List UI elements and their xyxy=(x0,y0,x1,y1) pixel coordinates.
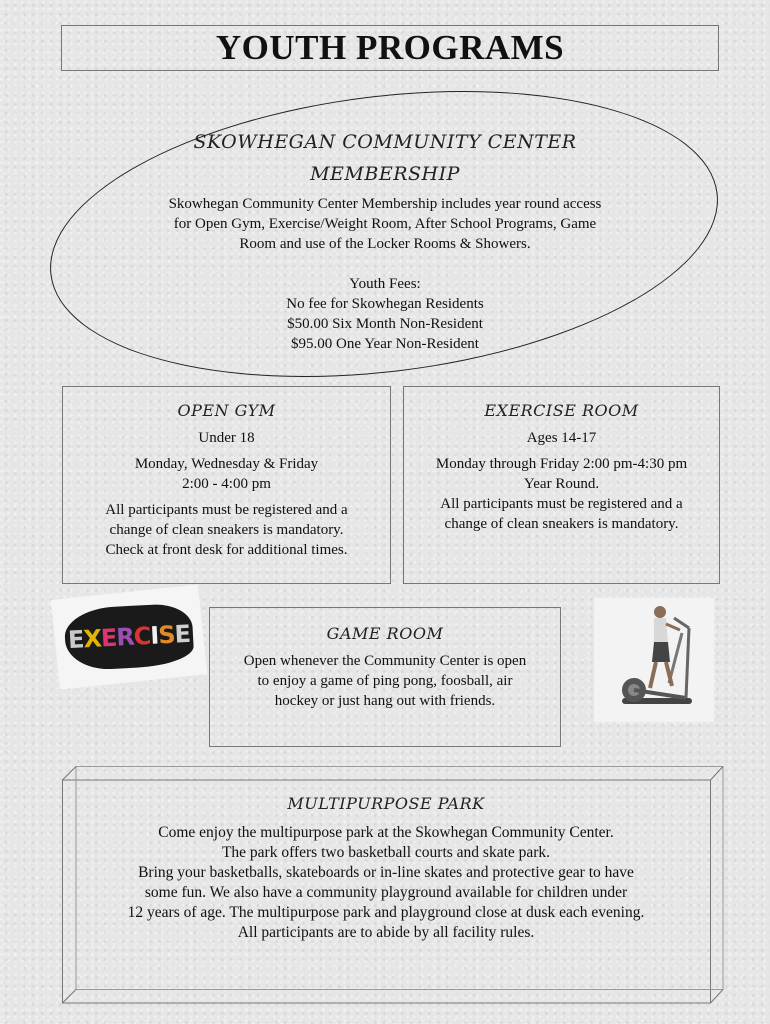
fee-line: $95.00 One Year Non-Resident xyxy=(291,336,479,352)
open-gym-days: Monday, Wednesday & Friday xyxy=(134,456,319,472)
exercise-letter: R xyxy=(115,622,135,652)
youth-fees-label: Youth Fees: xyxy=(349,276,421,292)
park-line: 12 years of age. The multipurpose park and playground close at dusk each evening. xyxy=(127,904,645,921)
fee-line: $50.00 Six Month Non-Resident xyxy=(287,316,483,332)
exercise-room-note: change of clean sneakers is mandatory. xyxy=(444,516,679,532)
membership-heading-line1: SKOWHEGAN COMMUNITY CENTER xyxy=(193,131,577,153)
title-box xyxy=(61,25,719,71)
park-line: The park offers two basketball courts and skate park. xyxy=(221,844,551,861)
page-title: YOUTH PROGRAMS xyxy=(215,28,565,67)
membership-heading-line2: MEMBERSHIP xyxy=(310,163,460,185)
exercise-graphic xyxy=(51,585,208,690)
exercise-graphic-text xyxy=(67,620,190,654)
open-gym-heading: OPEN GYM xyxy=(177,401,276,420)
open-gym-note: Check at front desk for additional times. xyxy=(105,542,348,558)
exercise-room-heading: EXERCISE ROOM xyxy=(484,401,639,420)
open-gym-note: change of clean sneakers is mandatory. xyxy=(109,522,344,538)
exercise-room-age: Ages 14-17 xyxy=(526,430,597,446)
exercise-letter: E xyxy=(100,623,118,653)
exercise-room-season: Year Round. xyxy=(523,476,600,492)
park-line: All participants are to abide by all facility rules. xyxy=(237,924,535,941)
elliptical-photo xyxy=(594,598,714,722)
open-gym-age: Under 18 xyxy=(198,430,255,446)
game-room-line: hockey or just hang out with friends. xyxy=(274,693,496,709)
membership-desc-line: for Open Gym, Exercise/Weight Room, After School Programs, Game xyxy=(173,216,597,232)
exercise-letter: I xyxy=(149,621,160,650)
exercise-letter: X xyxy=(82,624,102,654)
exercise-room-note: All participants must be registered and a xyxy=(440,496,683,512)
membership-desc-line: Skowhegan Community Center Membership includes year round access xyxy=(168,196,602,212)
exercise-letter: S xyxy=(157,620,176,650)
multipurpose-park-box xyxy=(62,780,710,1004)
exercise-letter: C xyxy=(133,621,152,651)
park-heading: MULTIPURPOSE PARK xyxy=(287,794,485,813)
elliptical-illustration xyxy=(594,598,714,722)
game-room-box xyxy=(209,607,561,747)
fee-line: No fee for Skowhegan Residents xyxy=(286,296,484,312)
exercise-room-box xyxy=(403,386,720,584)
exercise-letter: E xyxy=(173,619,191,649)
membership-desc-line: Room and use of the Locker Rooms & Showers. xyxy=(239,236,531,252)
membership-section xyxy=(90,126,680,354)
open-gym-time: 2:00 - 4:00 pm xyxy=(182,476,271,492)
exercise-letter: E xyxy=(67,625,85,655)
open-gym-box xyxy=(62,386,391,584)
park-line: Bring your basketballs, skateboards or in-line skates and protective gear to have xyxy=(138,864,634,881)
park-line: some fun. We also have a community playground available for children under xyxy=(144,884,628,901)
open-gym-note: All participants must be registered and a xyxy=(105,502,348,518)
game-room-line: to enjoy a game of ping pong, foosball, air xyxy=(257,673,513,689)
game-room-line: Open whenever the Community Center is open xyxy=(243,653,527,669)
exercise-room-days: Monday through Friday 2:00 pm-4:30 pm xyxy=(435,456,688,472)
game-room-heading: GAME ROOM xyxy=(326,624,444,643)
exercise-brush-stroke xyxy=(63,603,194,672)
park-line: Come enjoy the multipurpose park at the Skowhegan Community Center. xyxy=(158,824,614,841)
